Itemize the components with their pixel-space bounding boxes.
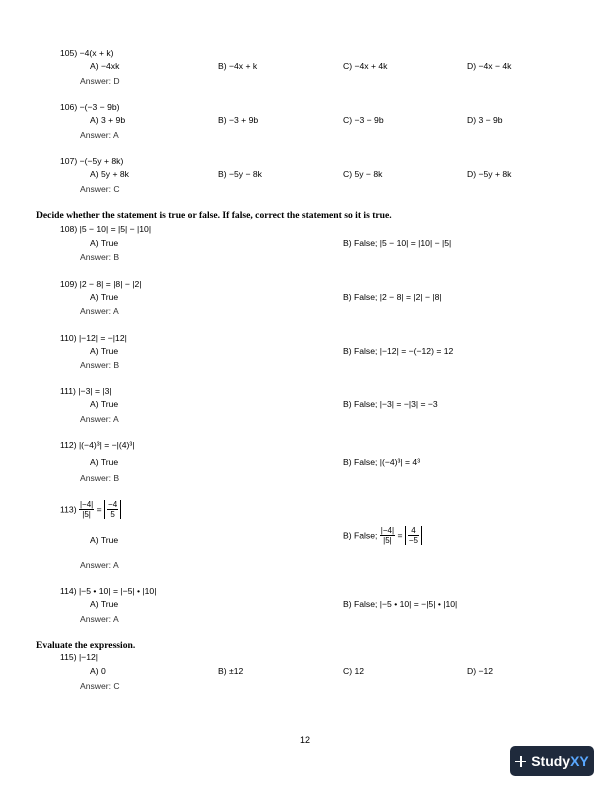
question-stem: |(−4)³| = −|(4)³| xyxy=(78,440,135,450)
question-number: 106) xyxy=(60,102,78,112)
option-b: B) False; |(−4)³| = 4³ xyxy=(343,457,421,467)
question-number: 115) xyxy=(60,652,77,662)
question-108 xyxy=(60,224,151,234)
answer: Answer: A xyxy=(80,614,119,624)
option-d: D) −4x − 4k xyxy=(467,61,512,71)
numerator: 4 xyxy=(408,526,419,536)
option-a: A) True xyxy=(90,238,119,248)
question-stem: |−3| = |3| xyxy=(78,386,112,396)
option-a: A) True xyxy=(90,346,119,356)
question-stem: |5 − 10| = |5| − |10| xyxy=(79,224,152,234)
option-c: C) −4x + 4k xyxy=(343,61,388,71)
fraction xyxy=(380,526,395,545)
option-a: A) 0 xyxy=(90,666,106,676)
question-number: 110) xyxy=(60,333,77,343)
page-number: 12 xyxy=(300,735,311,745)
numerator: −4 xyxy=(108,500,118,509)
answer: Answer: B xyxy=(80,252,120,262)
option-a: A) True xyxy=(90,535,119,545)
question-115 xyxy=(60,652,98,662)
section-instruction: Decide whether the statement is true or false. If false, correct the statement so it is true. xyxy=(36,210,392,221)
question-number: 112) xyxy=(60,440,77,450)
denominator: 5 xyxy=(110,510,115,519)
answer: Answer: A xyxy=(80,414,119,424)
option-b: B) False; |−3| = −|3| = −3 xyxy=(343,399,438,409)
plus-icon xyxy=(515,756,526,767)
denominator: |5| xyxy=(383,536,392,545)
section-instruction: Evaluate the expression. xyxy=(36,640,136,651)
question-113 xyxy=(60,500,121,519)
option-a: A) True xyxy=(90,599,119,609)
option-b: B) −4x + k xyxy=(218,61,258,71)
question-stem: −(−3 − 9b) xyxy=(79,102,120,112)
equals-sign: = xyxy=(96,504,102,515)
question-106 xyxy=(60,102,120,112)
question-stem: −(−5y + 8k) xyxy=(79,156,124,166)
question-105 xyxy=(60,48,114,58)
question-number: 108) xyxy=(60,224,78,234)
question-number: 105) xyxy=(60,48,78,58)
question-stem: |−5 • 10| = |−5| • |10| xyxy=(78,586,157,596)
option-a: A) 3 + 9b xyxy=(90,115,126,125)
question-number: 107) xyxy=(60,156,78,166)
answer: Answer: A xyxy=(80,306,119,316)
answer: Answer: B xyxy=(80,473,120,483)
answer: Answer: C xyxy=(80,681,120,691)
answer: Answer: B xyxy=(80,360,120,370)
brand-name: Study xyxy=(531,753,571,769)
equals-sign: = xyxy=(397,530,403,541)
question-stem: |2 − 8| = |8| − |2| xyxy=(79,279,142,289)
fraction xyxy=(107,500,118,519)
option-b xyxy=(343,526,422,545)
answer: Answer: A xyxy=(80,560,119,570)
question-number: 109) xyxy=(60,279,78,289)
option-d: D) −12 xyxy=(467,666,494,676)
brand-suffix: XY xyxy=(570,753,589,769)
numerator: |−4| xyxy=(380,526,395,535)
option-d: D) −5y + 8k xyxy=(467,169,512,179)
option-c: C) −3 − 9b xyxy=(343,115,384,125)
question-number: 113) xyxy=(60,504,77,515)
question-107 xyxy=(60,156,123,166)
option-a: A) −4xk xyxy=(90,61,120,71)
question-stem: |−12| xyxy=(78,652,98,662)
option-label: B) False; xyxy=(343,530,378,541)
absolute-value xyxy=(104,500,121,519)
numerator: |−4| xyxy=(79,500,94,509)
option-d: D) 3 − 9b xyxy=(467,115,503,125)
question-stem: |−12| = −|12| xyxy=(78,333,127,343)
question-number: 114) xyxy=(60,586,77,596)
question-110 xyxy=(60,333,127,343)
answer: Answer: A xyxy=(80,130,119,140)
option-c: C) 5y − 8k xyxy=(343,169,383,179)
question-stem: −4(x + k) xyxy=(79,48,114,58)
question-109 xyxy=(60,279,142,289)
option-b: B) False; |−5 • 10| = −|5| • |10| xyxy=(343,599,458,609)
option-b: B) False; |5 − 10| = |10| − |5| xyxy=(343,238,452,248)
option-b: B) −5y − 8k xyxy=(218,169,262,179)
denominator: −5 xyxy=(408,536,418,545)
option-b: B) −3 + 9b xyxy=(218,115,259,125)
question-111 xyxy=(60,386,112,396)
answer: Answer: D xyxy=(80,76,120,86)
option-a: A) True xyxy=(90,399,119,409)
question-114 xyxy=(60,586,156,596)
question-112 xyxy=(60,440,134,450)
answer: Answer: C xyxy=(80,184,120,194)
option-b: B) False; |2 − 8| = |2| − |8| xyxy=(343,292,442,302)
fraction xyxy=(79,500,94,519)
option-c: C) 12 xyxy=(343,666,365,676)
studyxy-logo[interactable] xyxy=(510,746,594,776)
question-number: 111) xyxy=(60,386,76,396)
fraction xyxy=(408,526,419,545)
option-b: B) False; |−12| = −(−12) = 12 xyxy=(343,346,454,356)
denominator: |5| xyxy=(82,510,91,519)
option-a: A) True xyxy=(90,457,119,467)
option-a: A) True xyxy=(90,292,119,302)
option-a: A) 5y + 8k xyxy=(90,169,129,179)
option-b: B) ±12 xyxy=(218,666,244,676)
absolute-value xyxy=(405,526,422,545)
